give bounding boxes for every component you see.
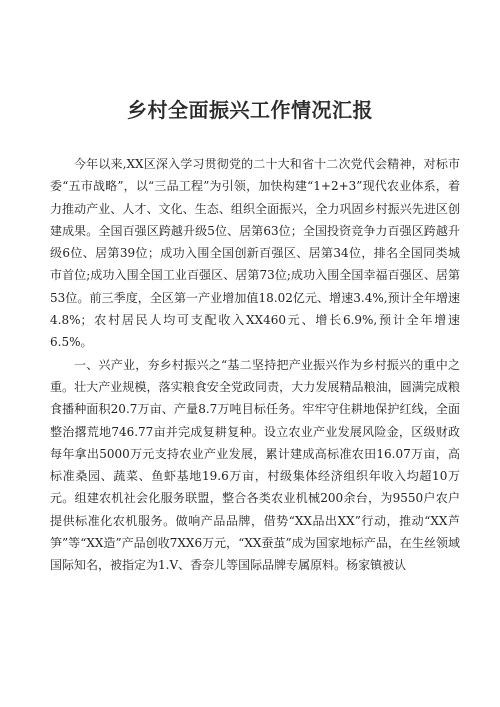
paragraph-intro: 今年以来,XX区深入学习贯彻党的二十大和省十二次党代会精神，对标市委“五市战略”，以“三品工程”为引领，加快构建“1+2+3”现代农业体系，着力推动产业、人才、文化、生态、组织全面振兴，全力巩固乡村振兴先进区创建成果。全国百强区跨越升级5位、居第63位；全国投资竞争力百强区跨越升级6位、居第39位；成功入围全国创新百强区、居第34位，排名全国同类城市首位;成功入围全国工业百强区、居第73位;成功入围全国幸福百强区、居第53位。前三季度，全区第一产业增加值18.02亿元、增速3.4%,预计全年增速4.8%；农村居民人均可支配收入XX460元、增长6.9%,预计全年增速6.5%。 — [50, 157, 460, 350]
document-body — [50, 153, 460, 577]
document-title: 乡村全面振兴工作情况汇报 — [127, 98, 373, 122]
paragraph-industry: 一、兴产业，夯乡村振兴之“基二坚持把产业振兴作为乡村振兴的重中之重。壮大产业规模，落实粮食安全党政同责，大力发展精品粮油，圆满完成粮食播种面积20.7万亩、产量8.7万吨目标任务。牢牢守住耕地保护红线，全面整治撂荒地746.77亩并完成复耕复种。设立农业产业发展风险金，区级财政每年拿出5000万元支持农业产业发展，累计建成高标准农田16.07万亩，高标准桑园、蔬菜、鱼虾基地19.6万亩，村级集体经济组织年收入均超10万元。组建农机社会化服务联盟，整合各类农业机械200余台，为9550户农户提供标准化农机服务。做响产品品牌，借势“XX品出XX”行动，推动“XX芦笋”等“XX造”产品创收7XX6万元，“XX蚕茧”成为国家地标产品，在生丝领域国际知名，被指定为1.V、香奈儿等国际品牌专属原料。杨家镇被认 — [50, 357, 460, 573]
